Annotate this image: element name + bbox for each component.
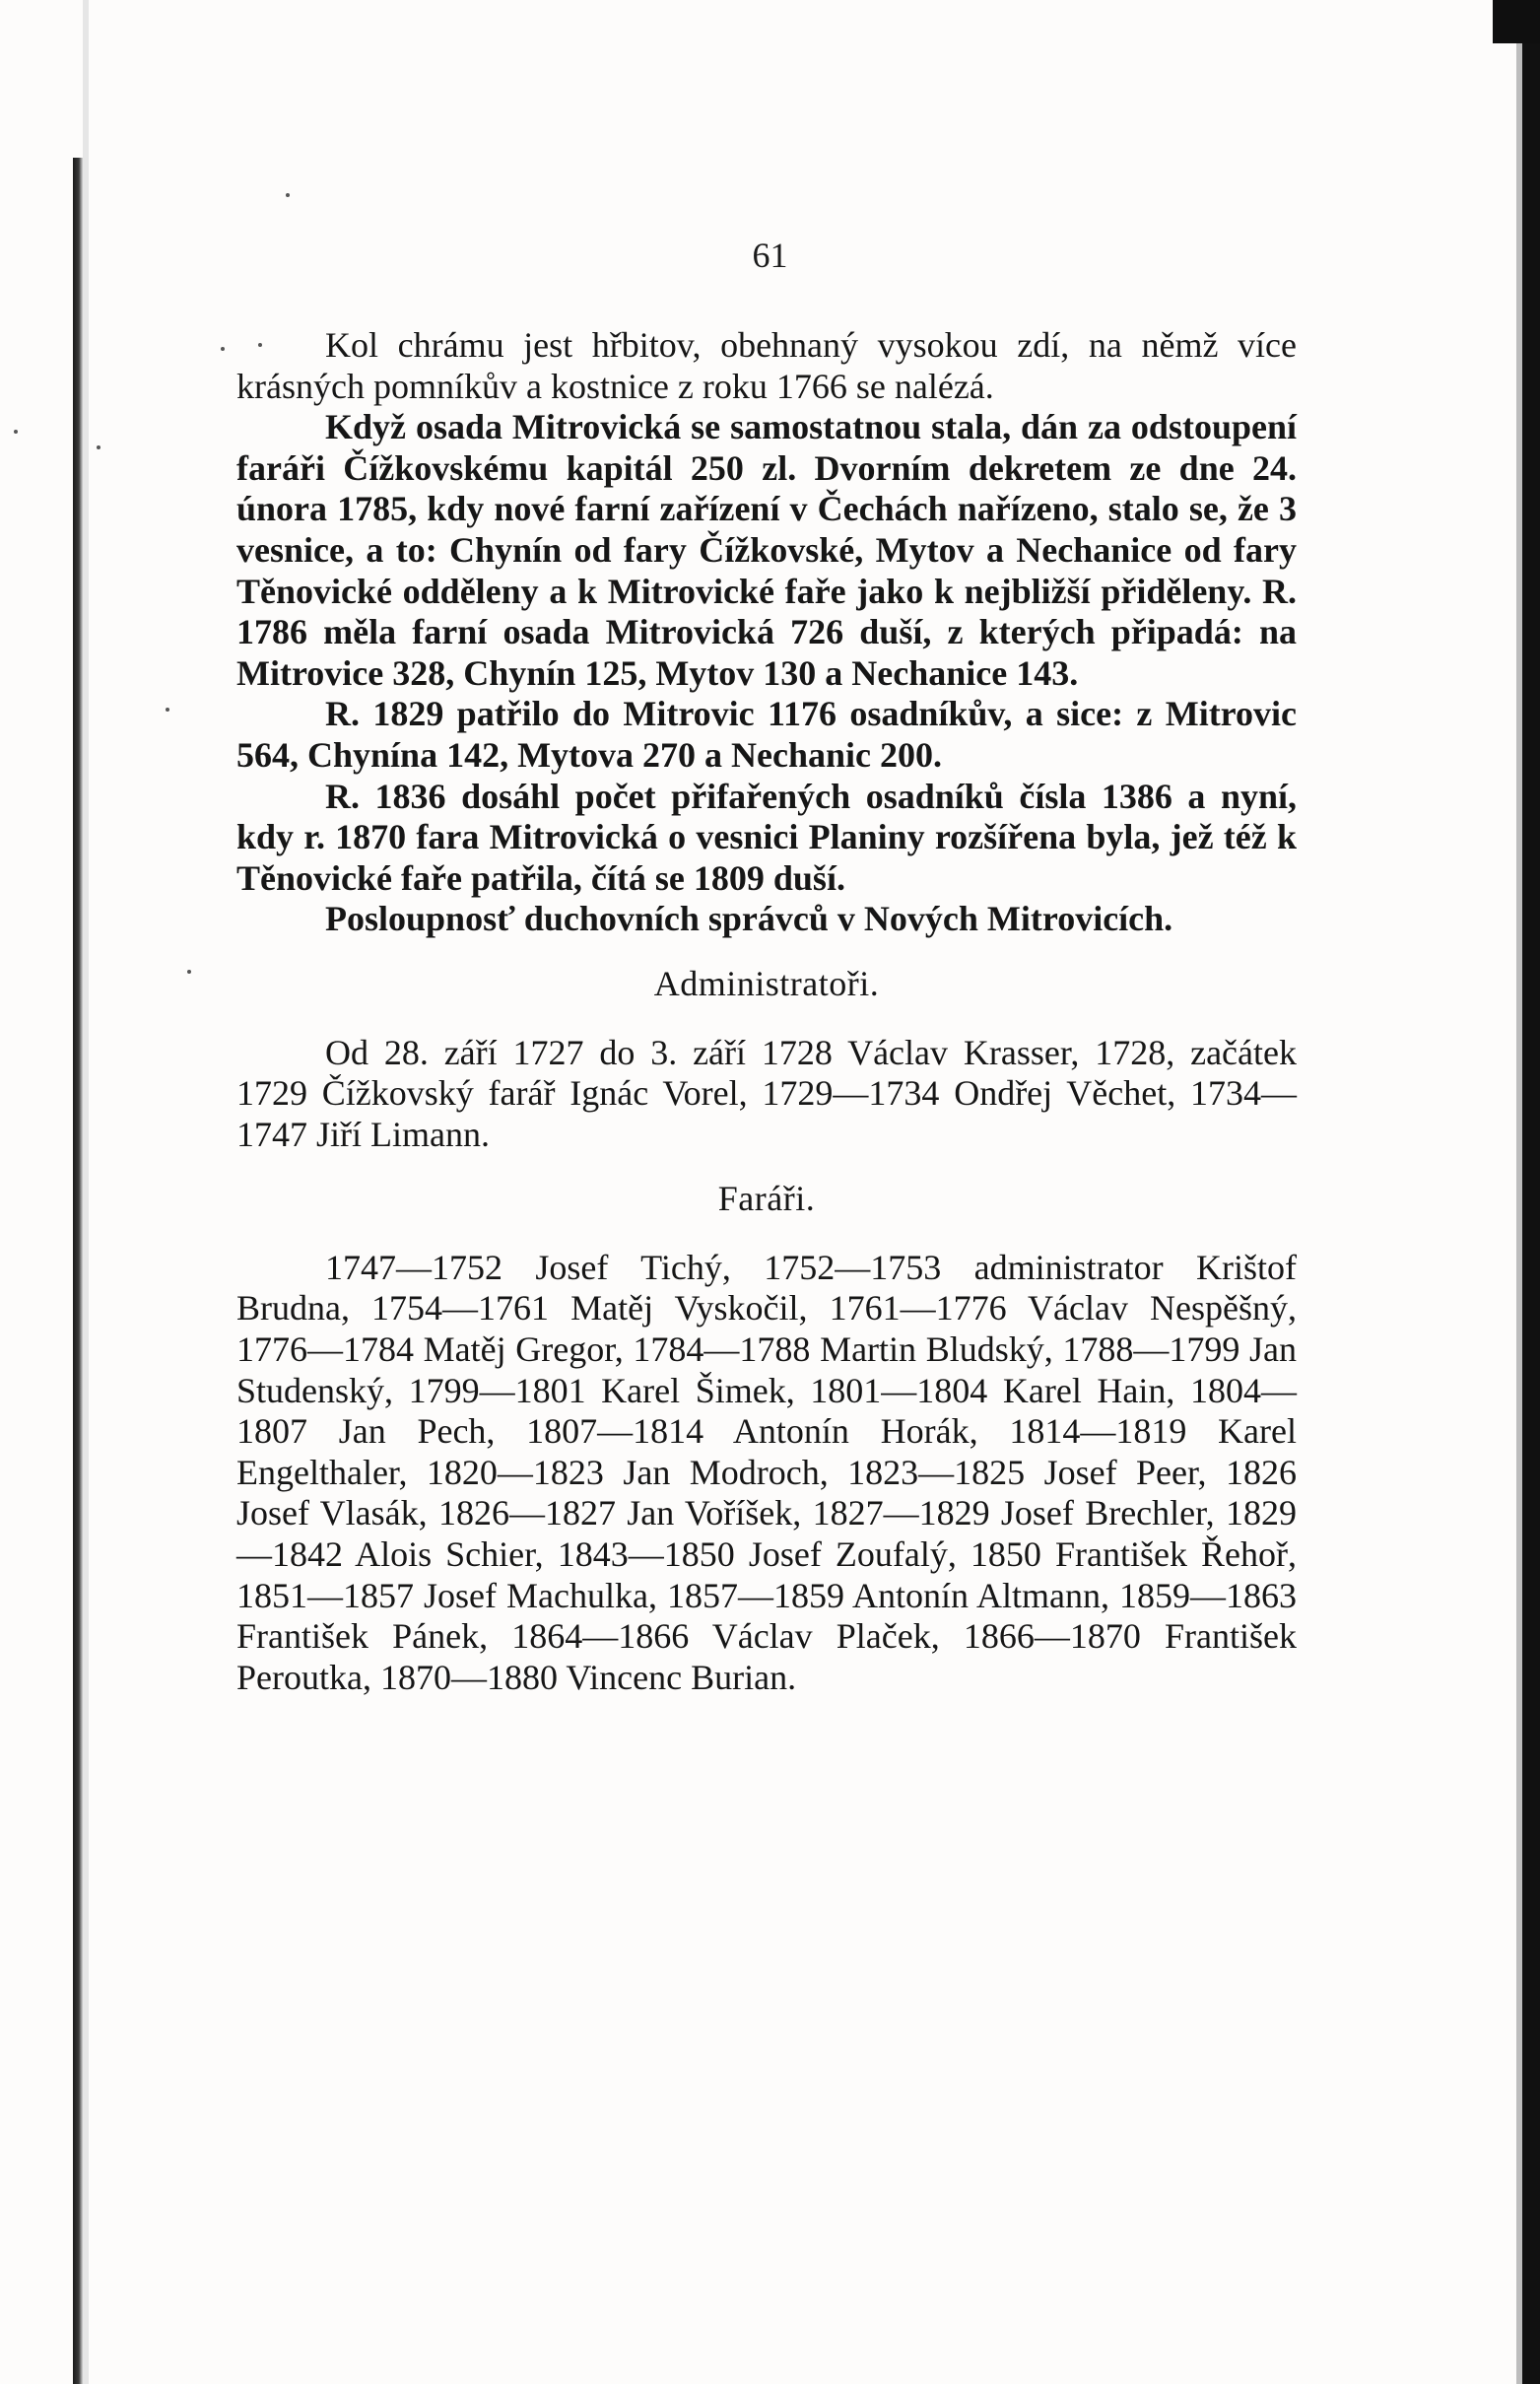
heading-priests: Faráři.: [717, 1179, 816, 1219]
binding-edge: [73, 158, 83, 2384]
heading-administrators: Administratoři.: [653, 963, 880, 1003]
priests-list: 1747—1752 Josef Tichý, 1752—1753 administrator Krištof Brudna, 1754—1761 Matěj Vyskočil, 1761—1776 Václav Nespěšný, 1776—1784 Matěj Gregor, 1784—1788 Martin Bludský, 1788—1799 Jan Studenský, 1799—1801 Karel Šimek, 1801—1804 Karel Hain, 1804—1807 Jan Pech, 1807—1814 Antonín Horák, 1814—1819 Karel Engelthaler, 1820—1823 Jan Modroch, 1823—1825 Josef Peer, 1826 Josef Vlasák, 1826—1827 Jan Voříšek, 1827—1829 Josef Brechler, 1829—1842 Alois Schier, 1843—1850 Josef Zoufalý, 1850 František Řehoř, 1851—1857 Josef Machulka, 1857—1859 Antonín Altmann, 1859—1863 František Pánek, 1864—1866 Václav Plaček, 1866—1870 František Peroutka, 1870—1880 Vincenc Burian.: [236, 1247, 1297, 1697]
paragraph-1836: R. 1836 dosáhl počet přifařených osadníků čísla 1386 a nyní, kdy r. 1870 fara Mitrovická o vesnici Planiny rozšířena byla, jež též k Těnovické faře patřila, čítá se 1809 duší.: [236, 776, 1297, 898]
page-number: 61: [752, 236, 788, 275]
top-corner-shadow: [1493, 0, 1540, 43]
paragraph-cemetery: Kol chrámu jest hřbitov, obehnaný vysokou zdí, na němž více krásných pomníkův a kostnice z roku 1766 se nalézá.: [236, 325, 1297, 406]
body-text: [236, 325, 1297, 1698]
right-edge-strip: [1522, 0, 1540, 2384]
paragraph-1829: R. 1829 patřilo do Mitrovic 1176 osadníkův, a sice: z Mitrovic 564, Chynína 142, Mytova 270 a Nechanic 200.: [236, 694, 1297, 775]
binding-gap: [83, 0, 89, 2384]
paragraph-parish-history: Když osada Mitrovická se samostatnou stala, dán za odstoupení faráři Čížkovskému kapitál 250 zl. Dvorním dekretem ze dne 24. února 1785, kdy nové farní zařízení v Čechách nařízeno, stalo se, že 3 vesnice, a to: Chynín od fary Čížkovské, Mytov a Nechanice od fary Těnovické odděleny a k Mitrovické faře jako k nejbližší přiděleny. R. 1786 měla farní osada Mitrovická 726 duší, z kterých připadá: na Mitrovice 328, Chynín 125, Mytov 130 a Nechanice 143.: [236, 407, 1297, 693]
paragraph-succession-title: Posloupnosť duchovních správců v Nových Mitrovicích.: [325, 899, 1173, 939]
administrators-list: Od 28. září 1727 do 3. září 1728 Václav Krasser, 1728, začátek 1729 Čížkovský farář Ignác Vorel, 1729—1734 Ondřej Věchet, 1734—1747 Jiří Limann.: [236, 1032, 1297, 1154]
